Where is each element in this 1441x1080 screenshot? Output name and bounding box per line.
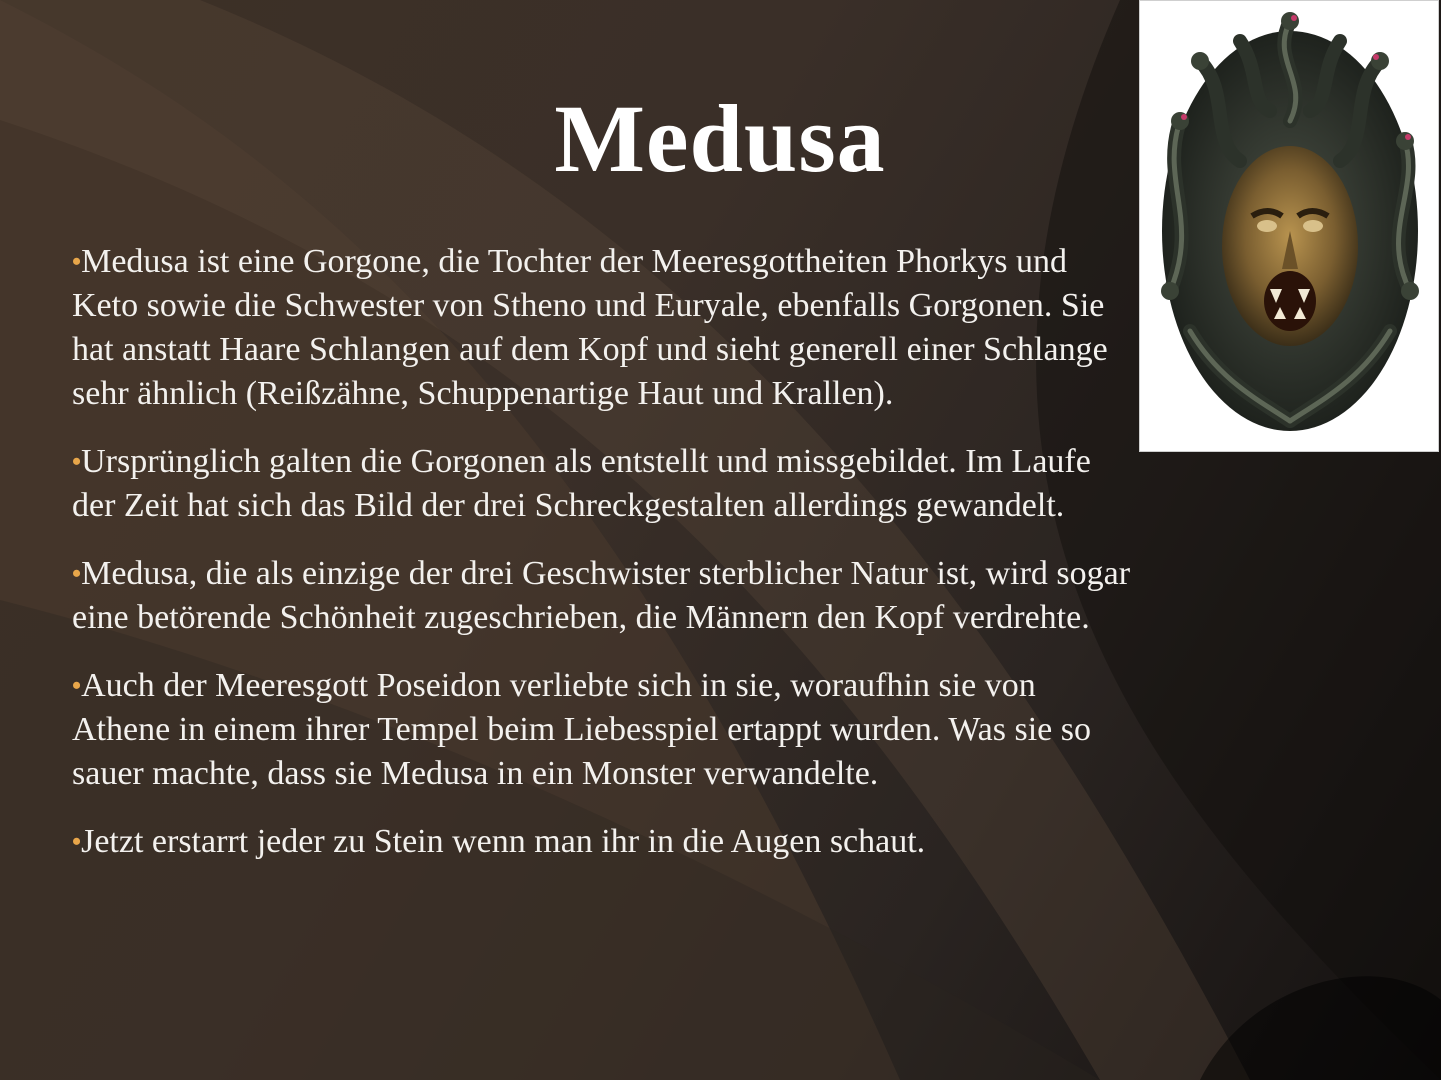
bullet-icon: • xyxy=(72,559,82,588)
paragraph-5 xyxy=(72,820,1132,864)
slide-body xyxy=(72,240,1132,888)
paragraph-4 xyxy=(72,664,1132,796)
medusa-sculpture-icon xyxy=(1140,1,1438,451)
medusa-image xyxy=(1139,0,1439,452)
paragraph-text: Jetzt erstarrt jeder zu Stein wenn man ihr in die Augen schaut. xyxy=(81,823,926,860)
paragraph-text: Ursprünglich galten die Gorgonen als entstellt und missgebildet. Im Laufe der Zeit hat sich das Bild der drei Schreckgestalten allerdings gewandelt. xyxy=(72,443,1091,524)
paragraph-text: Medusa, die als einzige der drei Geschwister sterblicher Natur ist, wird sogar eine betörende Schönheit zugeschrieben, die Männern den Kopf verdrehte. xyxy=(72,555,1131,636)
bullet-icon: • xyxy=(72,671,82,700)
bullet-icon: • xyxy=(72,447,82,476)
slide-title: Medusa xyxy=(554,85,886,192)
bullet-icon: • xyxy=(72,247,82,276)
paragraph-1 xyxy=(72,240,1132,416)
bullet-icon: • xyxy=(72,827,82,856)
paragraph-text: Medusa ist eine Gorgone, die Tochter der Meeresgottheiten Phorkys und Keto sowie die Schwester von Stheno und Euryale, ebenfalls Gorgonen. Sie hat anstatt Haare Schlangen auf dem Kopf und sieht generell einer Schlange sehr ähnlich (Reißzähne, Schuppenartige Haut und Krallen). xyxy=(72,243,1108,412)
paragraph-text: Auch der Meeresgott Poseidon verliebte sich in sie, woraufhin sie von Athene in einem ihrer Tempel beim Liebesspiel ertappt wurden. Was sie so sauer machte, dass sie Medusa in ein Monster verwandelte. xyxy=(72,667,1092,792)
paragraph-3 xyxy=(72,552,1132,640)
paragraph-2 xyxy=(72,440,1132,528)
